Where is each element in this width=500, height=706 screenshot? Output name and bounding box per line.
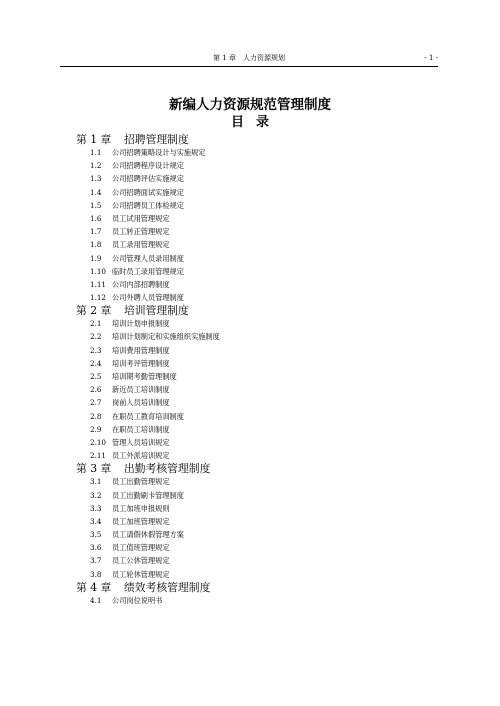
item-number: 3.3 [90, 503, 102, 513]
item-title: 在职员工教育培训制度 [112, 411, 184, 421]
item-title: 员工转正管理规定 [112, 227, 170, 237]
toc-item[interactable] [76, 594, 416, 607]
toc-item[interactable] [76, 186, 416, 199]
chapter-title: 出勤考核管理制度 [124, 462, 211, 476]
item-title: 新近员工培训制度 [112, 385, 170, 395]
item-title: 员工轮休管理规定 [112, 569, 170, 579]
toc-item[interactable] [76, 541, 416, 554]
toc-item[interactable] [76, 423, 416, 436]
toc-item[interactable] [76, 436, 416, 449]
item-number: 1.2 [90, 161, 102, 171]
item-title: 公司招聘策略设计与实施规定 [112, 148, 206, 157]
item-title: 员工加班管理规定 [112, 516, 170, 526]
item-number: 3.7 [90, 556, 102, 566]
item-title: 培训考评管理制度 [112, 358, 170, 368]
item-number: 2.4 [90, 358, 102, 368]
item-number: 3.2 [90, 490, 102, 500]
item-number: 1.9 [90, 253, 102, 263]
item-number: 3.5 [90, 530, 102, 540]
toc-item[interactable] [76, 410, 416, 423]
toc-item[interactable] [76, 489, 416, 502]
item-number: 2.6 [90, 385, 102, 395]
chapter-number: 第 2 章 [76, 304, 112, 318]
item-title: 在职员工培训制度 [112, 424, 170, 434]
item-title: 培训费用管理制度 [112, 345, 170, 355]
chapter-number: 第 4 章 [76, 580, 112, 594]
table-of-contents [76, 133, 416, 607]
toc-item[interactable] [76, 199, 416, 212]
document-title: 新编人力资源规范管理制度 [169, 97, 331, 113]
running-header [60, 52, 438, 67]
header-title: 第 1 章 人力资源规划 [213, 54, 285, 62]
item-number: 1.11 [90, 279, 107, 289]
item-title: 公司招聘程序设计规定 [112, 161, 184, 171]
toc-heading: 目录 [230, 115, 281, 130]
item-title: 员工试用管理规定 [112, 213, 170, 223]
item-title: 培训期考勤管理制度 [112, 372, 177, 381]
item-number: 2.10 [90, 437, 107, 447]
toc-chapter[interactable] [76, 462, 416, 475]
toc-item[interactable] [76, 344, 416, 357]
toc-item[interactable] [76, 502, 416, 515]
toc-item[interactable] [76, 265, 416, 278]
header-page-number: - 1 - [424, 54, 438, 62]
toc-chapter[interactable] [76, 581, 416, 594]
toc-item[interactable] [76, 396, 416, 409]
item-title: 培训计划申报制度 [112, 319, 170, 329]
toc-item[interactable] [76, 291, 416, 304]
toc-item[interactable] [76, 475, 416, 488]
item-number: 2.5 [90, 372, 102, 381]
toc-item[interactable] [76, 159, 416, 172]
item-title: 员工加班申报规则 [112, 503, 170, 513]
item-title: 员工公休管理规定 [112, 556, 170, 566]
toc-item[interactable] [76, 172, 416, 185]
item-number: 1.1 [90, 148, 102, 157]
item-title: 培训计划制定和实施组织实施制度 [112, 332, 220, 342]
item-title: 员工出勤刷卡管理制度 [112, 490, 184, 500]
item-number: 2.2 [90, 332, 102, 342]
item-title: 员工请假休假管理方案 [112, 530, 184, 540]
toc-item[interactable] [76, 146, 416, 159]
item-number: 3.8 [90, 569, 102, 579]
item-number: 1.3 [90, 174, 102, 184]
item-title: 岗前人员培训制度 [112, 398, 170, 408]
toc-item[interactable] [76, 554, 416, 567]
item-title: 公司招聘面试实施规定 [112, 187, 184, 197]
item-number: 1.8 [90, 240, 102, 250]
toc-item[interactable] [76, 370, 416, 383]
item-title: 员工外派培训规定 [112, 451, 170, 461]
chapter-title: 招聘管理制度 [124, 133, 189, 146]
item-number: 1.12 [90, 293, 107, 303]
item-number: 3.6 [90, 543, 102, 553]
toc-item[interactable] [76, 449, 416, 462]
item-title: 公司招聘员工体检规定 [112, 200, 184, 210]
toc-chapter[interactable] [76, 304, 416, 317]
chapter-title: 培训管理制度 [124, 304, 189, 318]
item-title: 员工出勤管理规定 [112, 477, 170, 487]
toc-item[interactable] [76, 383, 416, 396]
item-title: 临时员工录用管理规定 [112, 266, 184, 276]
toc-item[interactable] [76, 252, 416, 265]
item-number: 4.1 [90, 595, 102, 605]
item-number: 1.7 [90, 227, 102, 237]
toc-item[interactable] [76, 568, 416, 581]
toc-item[interactable] [76, 528, 416, 541]
chapter-title: 绩效考核管理制度 [124, 580, 211, 594]
item-number: 2.11 [90, 451, 107, 461]
item-number: 2.3 [90, 345, 102, 355]
item-title: 公司外聘人员管理制度 [112, 293, 184, 303]
chapter-number: 第 3 章 [76, 462, 112, 476]
item-title: 公司岗位说明书 [112, 595, 163, 605]
toc-item[interactable] [76, 330, 416, 343]
toc-item[interactable] [76, 225, 416, 238]
item-title: 公司内部招聘制度 [112, 279, 170, 289]
item-number: 1.6 [90, 213, 102, 223]
item-number: 2.1 [90, 319, 102, 329]
item-title: 员工值班管理规定 [112, 543, 170, 553]
item-number: 1.4 [90, 187, 102, 197]
item-number: 2.9 [90, 424, 102, 434]
item-title: 管理人员培训规定 [112, 437, 170, 447]
item-number: 2.7 [90, 398, 102, 408]
toc-item[interactable] [76, 515, 416, 528]
toc-item[interactable] [76, 357, 416, 370]
item-number: 2.8 [90, 411, 102, 421]
item-number: 1.10 [90, 266, 107, 276]
item-number: 3.1 [90, 477, 102, 487]
item-title: 员工录用管理规定 [112, 240, 170, 250]
toc-chapter[interactable] [76, 133, 416, 146]
chapter-number: 第 1 章 [76, 133, 112, 146]
item-title: 公司招聘评估实施规定 [112, 174, 184, 184]
toc-item[interactable] [76, 278, 416, 291]
toc-item[interactable] [76, 238, 416, 251]
item-number: 3.4 [90, 516, 102, 526]
toc-item[interactable] [76, 317, 416, 330]
item-number: 1.5 [90, 200, 102, 210]
item-title: 公司管理人员录用制度 [112, 253, 184, 263]
toc-item[interactable] [76, 212, 416, 225]
